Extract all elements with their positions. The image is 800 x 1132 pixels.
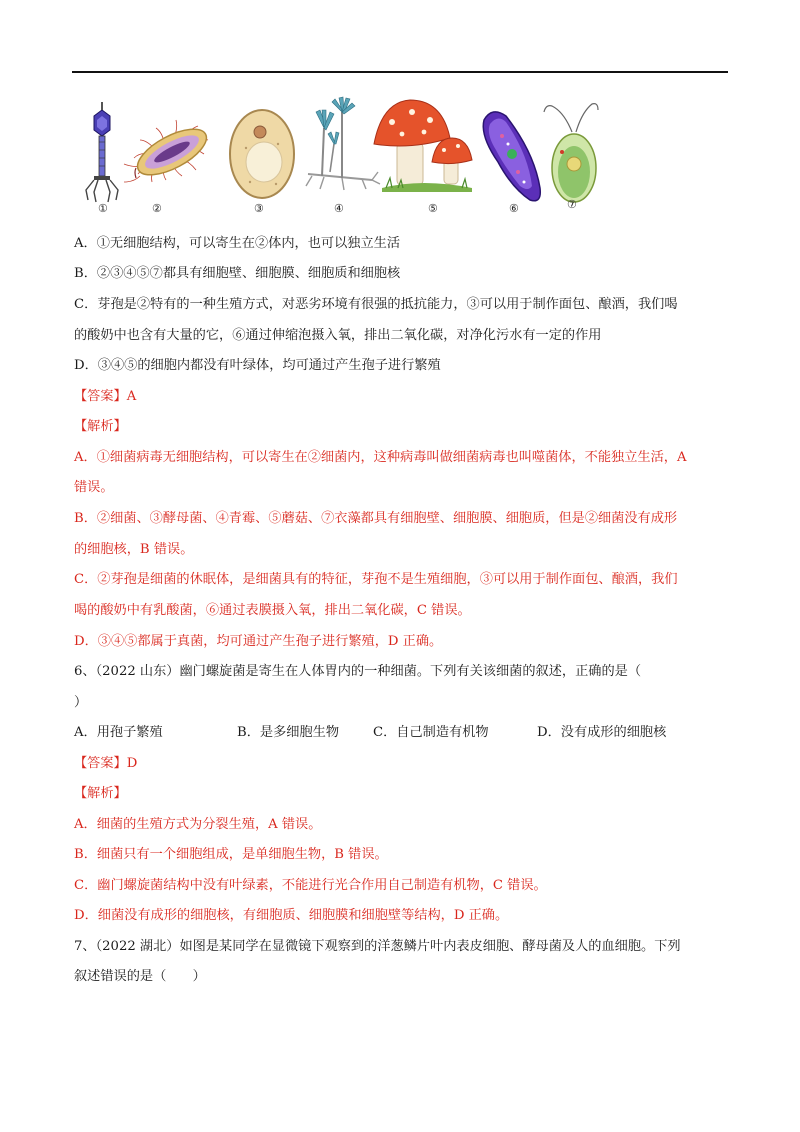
q6-analysis-line: A．细菌的生殖方式为分裂生殖，A 错误。 (74, 817, 322, 832)
q5-analysis-line: 的细胞核，B 错误。 (74, 542, 194, 557)
yeast-cell-image (230, 110, 294, 198)
q5-analysis-line: 喝的酸奶中有乳酸菌，⑥通过表膜摄入氧，排出二氧化碳，C 错误。 (74, 603, 471, 618)
q5-answer (74, 387, 136, 407)
organisms-illustration (72, 92, 612, 220)
figure-label-7: ⑦ (567, 198, 577, 211)
q6-option-c: C．自己制造有机物 (373, 725, 489, 740)
q6-option-b: B．是多细胞生物 (237, 725, 340, 740)
q5-analysis-line: 错误。 (74, 480, 114, 495)
q5-option-c-cont: 的酸奶中也含有大量的它，⑥通过伸缩泡摄入氧，排出二氧化碳，对净化污水有一定的作用 (74, 328, 602, 343)
figure-label-2: ② (152, 202, 162, 215)
q5-option-a: A．①无细胞结构，可以寄生在②体内，也可以独立生活 (74, 236, 401, 251)
bacteriophage-image (86, 102, 118, 202)
chlamydomonas-image (544, 104, 598, 202)
q7-stem: 7、（2022 湖北）如图是某同学在显微镜下观察到的洋葱鳞片叶内表皮细胞、酵母菌及人的血细胞。下列 (74, 939, 681, 954)
q5-option-d: D．③④⑤的细胞内都没有叶绿体，均可通过产生孢子进行繁殖 (74, 358, 441, 373)
q6-options (74, 723, 666, 743)
q6-analysis-line: D．细菌没有成形的细胞核，有细胞质、细胞膜和细胞壁等结构，D 正确。 (74, 908, 509, 923)
figure-label-6: ⑥ (509, 202, 519, 215)
q6-stem-cont: ） (74, 695, 88, 710)
q6-analysis-line: C．幽门螺旋菌结构中没有叶绿素，不能进行光合作用自己制造有机物，C 错误。 (74, 878, 547, 893)
q6-stem: 6、（2022 山东）幽门螺旋菌是寄生在人体胃内的一种细菌。下列有关该细菌的叙述，正确的是（ (74, 664, 642, 679)
header-rule (72, 71, 728, 73)
paramecium-image (483, 112, 540, 201)
q6-answer-value: D (126, 756, 138, 771)
figure-label-4: ④ (334, 202, 344, 215)
q6-answer (74, 754, 137, 774)
q5-option-b: B．②③④⑤⑦都具有细胞壁、细胞膜、细胞质和细胞核 (74, 266, 401, 281)
figure-label-3: ③ (254, 202, 264, 215)
q7-stem-cont: 叙述错误的是（ ） (74, 969, 206, 984)
figure-label-5: ⑤ (428, 202, 438, 215)
organisms-figure (72, 92, 612, 220)
q5-option-c: C．芽孢是②特有的一种生殖方式，对恶劣环境有很强的抵抗能力，③可以用于制作面包、酿酒，我们喝 (74, 297, 678, 312)
bacterium-image (124, 120, 213, 184)
q6-option-d: D．没有成形的细胞核 (537, 725, 667, 740)
q6-analysis-line: B．细菌只有一个细胞组成，是单细胞生物，B 错误。 (74, 847, 388, 862)
figure-label-1: ① (98, 202, 108, 215)
q5-analysis-line: A．①细菌病毒无细胞结构，可以寄生在②细菌内，这种病毒叫做细菌病毒也叫噬菌体，不能独立生活，A (74, 450, 687, 465)
mushroom-image (374, 100, 472, 192)
q5-answer-tag: 【答案】 (74, 389, 127, 404)
q6-option-a: A．用孢子繁殖 (74, 725, 163, 740)
q5-answer-value: A (126, 389, 137, 404)
q6-analysis-tag: 【解析】 (74, 786, 127, 801)
q5-analysis-tag: 【解析】 (74, 419, 127, 434)
q6-answer-tag: 【答案】 (74, 756, 127, 771)
q5-analysis-line: B．②细菌、③酵母菌、④青霉、⑤蘑菇、⑦衣藻都具有细胞壁、细胞膜、细胞质，但是②细菌没有成形 (74, 511, 678, 526)
q5-analysis-line: D．③④⑤都属于真菌，均可通过产生孢子进行繁殖，D 正确。 (74, 634, 443, 649)
penicillium-image (306, 97, 380, 190)
q5-analysis-line: C．②芽孢是细菌的休眠体，是细菌具有的特征，芽孢不是生殖细胞，③可以用于制作面包、酿酒，我们 (74, 572, 678, 587)
